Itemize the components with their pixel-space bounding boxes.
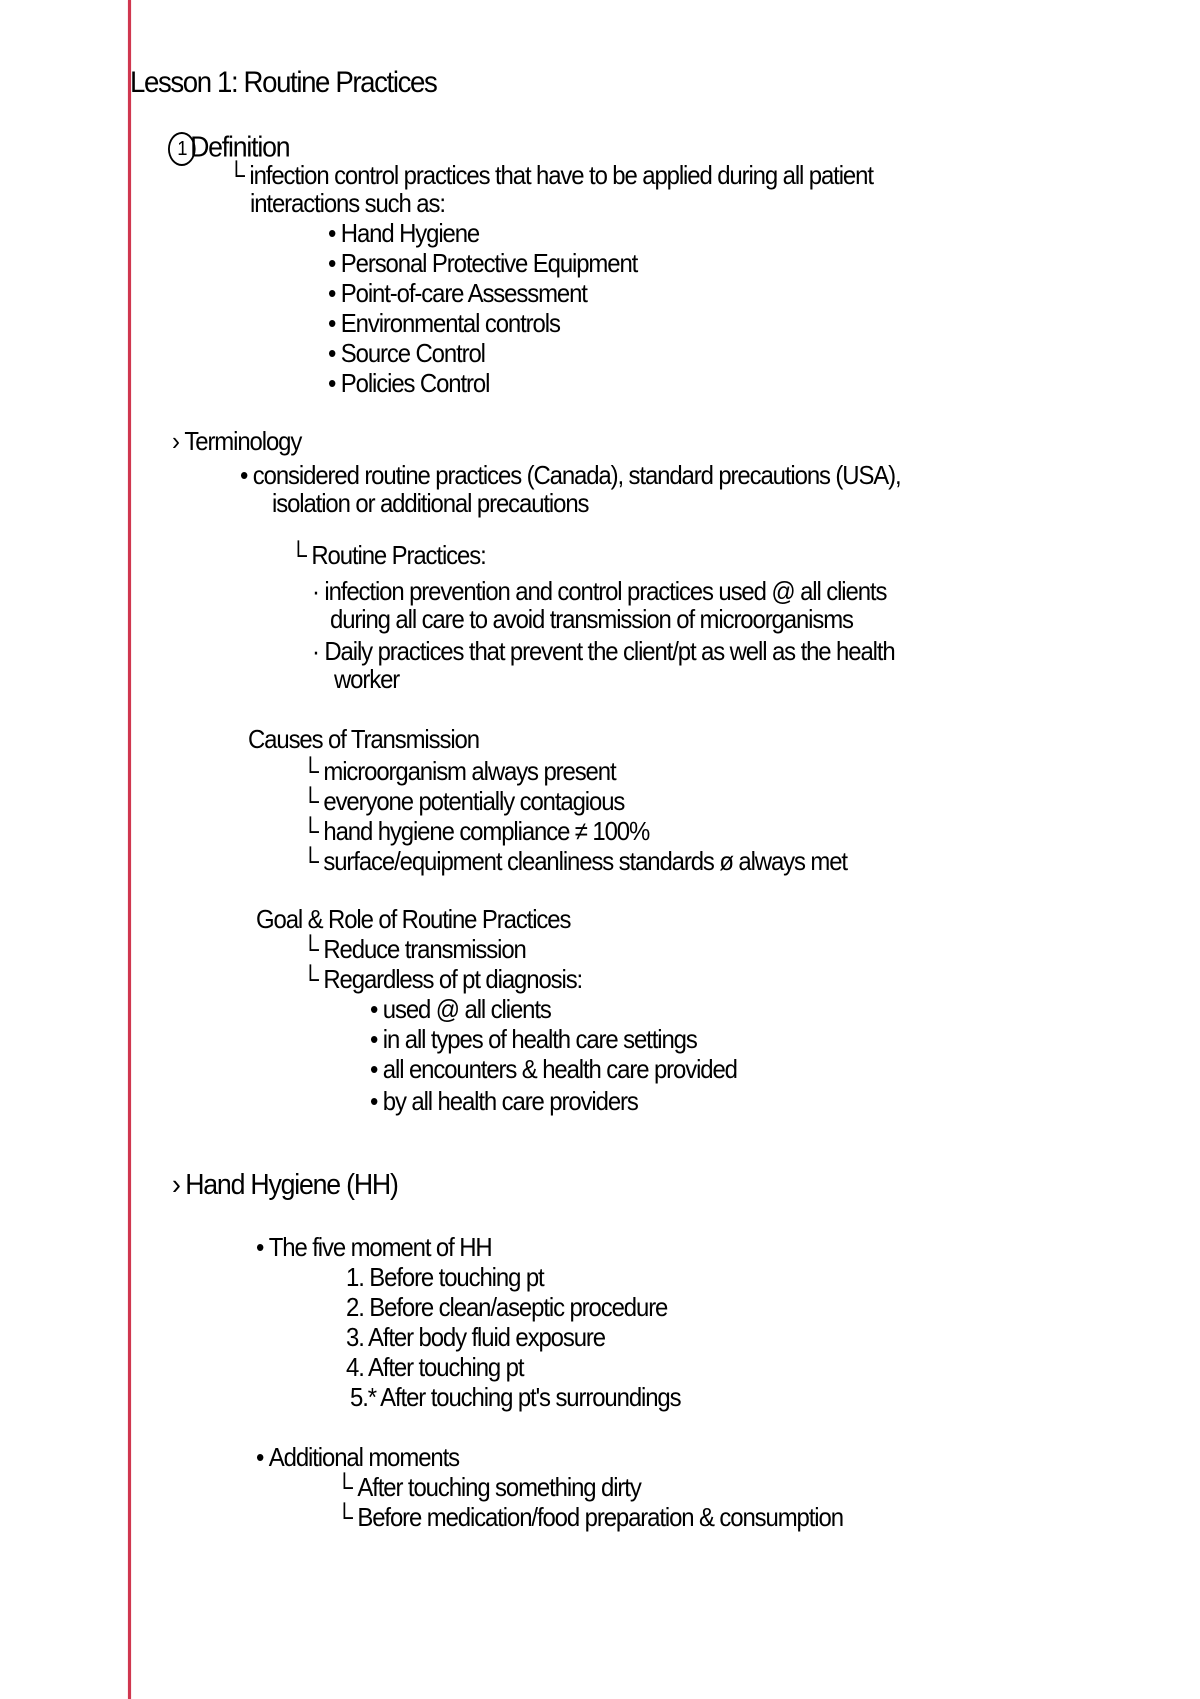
list-item: └ everyone potentially contagious <box>302 786 625 816</box>
terminology-bullet-line-2: isolation or additional precautions <box>272 488 589 518</box>
circled-number-icon: 1 <box>168 132 196 166</box>
definition-heading-label: Definition <box>190 131 290 164</box>
list-item: └ surface/equipment cleanliness standards ø always met <box>302 846 847 876</box>
list-item: • all encounters & health care provided <box>370 1054 737 1084</box>
list-item: • Hand Hygiene <box>328 218 480 248</box>
bullet-icon: • <box>370 1024 378 1054</box>
sub-arrow-icon: └ <box>302 816 318 846</box>
bullet-icon: • <box>256 1232 264 1262</box>
sub-arrow-icon: └ <box>336 1502 352 1532</box>
list-item: • Personal Protective Equipment <box>328 248 638 278</box>
list-item: • by all health care providers <box>370 1086 638 1116</box>
list-item: • used @ all clients <box>370 994 551 1024</box>
list-item: • Policies Control <box>328 368 490 398</box>
sub-arrow-icon: └ <box>302 786 318 816</box>
five-moments-heading: • The five moment of HH <box>256 1232 492 1262</box>
dot-icon: · <box>312 576 319 606</box>
list-item: • in all types of health care settings <box>370 1024 697 1054</box>
terminology-bullet-line-1: • considered routine practices (Canada), standard precautions (USA), <box>240 460 901 490</box>
list-item: • Source Control <box>328 338 485 368</box>
list-item: └ microorganism always present <box>302 756 616 786</box>
bullet-icon: • <box>328 368 336 398</box>
list-item: • Environmental controls <box>328 308 560 338</box>
bullet-icon: • <box>328 278 336 308</box>
list-item: └ Reduce transmission <box>302 934 526 964</box>
notebook-margin-line <box>128 0 131 1699</box>
causes-heading: Causes of Transmission <box>248 724 479 754</box>
bullet-icon: • <box>328 308 336 338</box>
bullet-icon: • <box>328 338 336 368</box>
bullet-icon: • <box>370 994 378 1024</box>
list-item: • Point-of-care Assessment <box>328 278 587 308</box>
list-item: 2. Before clean/aseptic procedure <box>346 1292 668 1322</box>
goal-heading: Goal & Role of Routine Practices <box>256 904 571 934</box>
routine-practices-heading: └ Routine Practices: <box>290 540 486 570</box>
sub-arrow-icon: └ <box>228 160 244 190</box>
routine-point-1-line-1: · infection prevention and control practices used @ all clients <box>312 576 887 606</box>
sub-arrow-icon: └ <box>302 964 318 994</box>
list-item: 1. Before touching pt <box>346 1262 544 1292</box>
list-item: 4. After touching pt <box>346 1352 524 1382</box>
routine-point-2-line-2: worker <box>334 664 400 694</box>
terminology-heading: › Terminology <box>172 426 302 456</box>
sub-arrow-icon: └ <box>302 934 318 964</box>
list-item: └ Regardless of pt diagnosis: <box>302 964 583 994</box>
bullet-icon: • <box>370 1086 378 1116</box>
bullet-icon: • <box>328 218 336 248</box>
definition-text-line-2: interactions such as: <box>250 188 445 218</box>
bullet-icon: • <box>240 460 248 490</box>
chevron-right-icon: › <box>172 1169 180 1201</box>
sub-arrow-icon: └ <box>302 756 318 786</box>
definition-text-line-1: └ infection control practices that have to be applied during all patient <box>228 160 873 190</box>
hand-hygiene-heading: › Hand Hygiene (HH) <box>172 1169 398 1201</box>
sub-arrow-icon: └ <box>336 1472 352 1502</box>
bullet-icon: • <box>256 1442 264 1472</box>
chevron-right-icon: › <box>172 426 179 456</box>
page-title: Lesson 1: Routine Practices <box>130 66 437 99</box>
routine-point-1-line-2: during all care to avoid transmission of microorganisms <box>330 604 853 634</box>
list-item: └ After touching something dirty <box>336 1472 641 1502</box>
list-item: 5.* After touching pt's surroundings <box>350 1382 681 1412</box>
sub-arrow-icon: └ <box>302 846 318 876</box>
bullet-icon: • <box>370 1054 378 1084</box>
routine-point-2-line-1: · Daily practices that prevent the client/pt as well as the health <box>312 636 895 666</box>
list-item: 3. After body fluid exposure <box>346 1322 605 1352</box>
dot-icon: · <box>312 636 319 666</box>
list-item: └ Before medication/food preparation & consumption <box>336 1502 843 1532</box>
bullet-icon: • <box>328 248 336 278</box>
list-item: └ hand hygiene compliance ≠ 100% <box>302 816 650 846</box>
additional-moments-heading: • Additional moments <box>256 1442 460 1472</box>
sub-arrow-icon: └ <box>290 540 306 570</box>
